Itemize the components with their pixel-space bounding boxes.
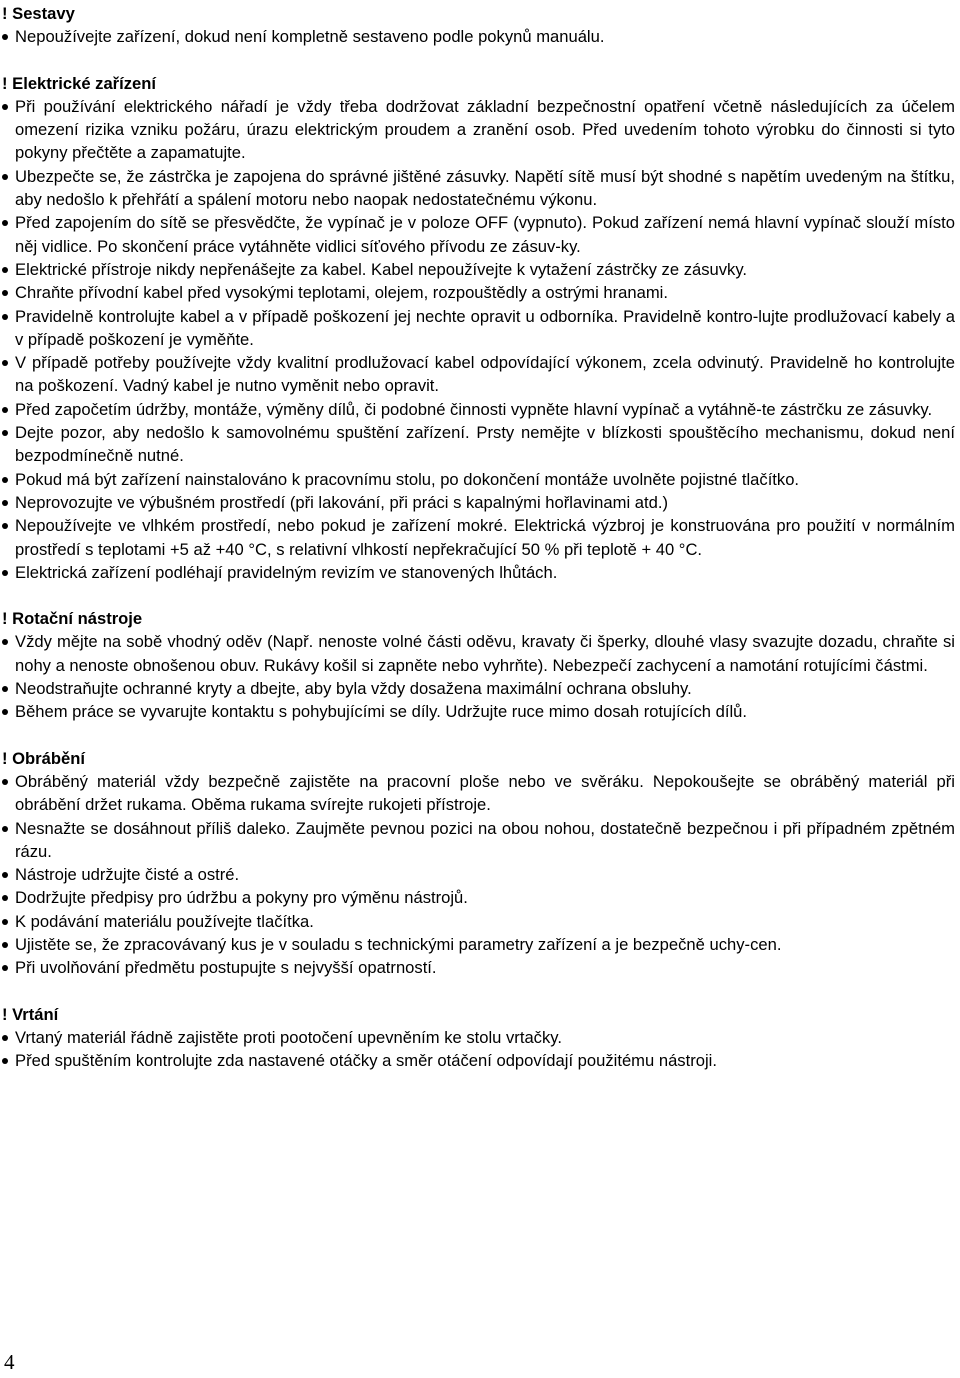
list-item [2,351,955,398]
bullet-icon [2,686,8,692]
bullet-list [2,95,955,584]
list-item [2,258,955,281]
list-item [2,25,955,48]
list-item-text: Nepoužívejte zařízení, dokud není kompletně sestaveno podle pokynů manuálu. [15,27,605,47]
list-item [2,677,955,700]
list-item [2,281,955,304]
list-item-text: K podávání materiálu používejte tlačítka. [15,911,314,931]
list-item-text: Neprovozujte ve výbušném prostředí (při lakování, při práci s kapalnými hořlavinami atd.) [15,492,668,512]
list-item-text: Pokud má být zařízení nainstalováno k pracovnímu stolu, po dokončení montáže uvolněte pojistné tlačítko. [15,469,800,489]
bullet-icon [2,826,8,832]
list-item-text: Elektrické přístroje nikdy nepřenášejte za kabel. Kabel nepoužívejte k vytažení zástrčky ze zásuvky. [15,259,748,279]
list-item [2,398,955,421]
list-item-text: Nesnažte se dosáhnout příliš daleko. Zaujměte pevnou pozici na obou nohou, dostatečně bezpečnou i při případném zpětném rázu. [15,818,955,861]
list-item [2,95,955,165]
bullet-icon [2,872,8,878]
list-item-text: Obráběný materiál vždy bezpečně zajistěte na pracovní ploše nebo ve svěráku. Nepokoušejte se obráběný materiál při obrábění držet rukama. Oběma rukama svírejte rukojeti přístroje. [15,771,955,815]
bullet-icon [2,919,8,925]
bullet-icon [2,570,8,576]
section [2,607,955,723]
list-item [2,863,955,886]
section [2,1003,955,1073]
bullet-icon [2,430,8,436]
section [2,72,955,585]
list-item [2,630,955,677]
bullet-list [2,1026,955,1073]
list-item [2,1049,955,1072]
list-item-text: Před spuštěním kontrolujte zda nastavené otáčky a směr otáčení odpovídají použitému nástroji. [15,1051,717,1071]
section-heading: ! Rotační nástroje [2,609,143,629]
section-heading: ! Vrtání [2,1004,59,1024]
bullet-icon [2,965,8,971]
bullet-icon [2,34,8,40]
bullet-icon [2,104,8,110]
list-item [2,1026,955,1049]
bullet-icon [2,477,8,483]
list-item [2,165,955,212]
bullet-icon [2,360,8,366]
list-item-text: Při používání elektrického nářadí je vždy třeba dodržovat základní bezpečnostní opatření včetně následujících za účelem omezení rizika vzniku požáru, úrazu elektrickým proudem a zranění osob. Před uvedením tohoto výrobku do činnosti si tyto pokyny přečtěte a zapamatujte. [15,96,955,163]
list-item [2,211,955,258]
list-item [2,956,955,979]
list-item-text: Při uvolňování předmětu postupujte s nejvyšší opatrností. [15,958,437,978]
bullet-icon [2,174,8,180]
bullet-icon [2,779,8,785]
bullet-icon [2,942,8,948]
bullet-icon [2,500,8,506]
bullet-icon [2,290,8,296]
list-item [2,561,955,584]
bullet-icon [2,1058,8,1064]
sections-container [2,2,955,1072]
bullet-icon [2,1035,8,1041]
list-item-text: Ubezpečte se, že zástrčka je zapojena do správné jištěné zásuvky. Napětí sítě musí být shodné s napětím uvedeným na štítku, aby nedošlo k přehřátí a spálení motoru nebo naopak nedostatečnému výkonu. [15,166,955,210]
list-item [2,910,955,933]
list-item [2,421,955,468]
list-item-text: Chraňte přívodní kabel před vysokými teplotami, olejem, rozpouštědly a ostrými hranami. [15,283,668,303]
list-item [2,514,955,561]
list-item-text: Neodstraňujte ochranné kryty a dbejte, aby byla vždy dosažena maximální ochrana obsluhy. [15,679,692,699]
section-heading: ! Obrábění [2,748,85,768]
list-item-text: Před započetím údržby, montáže, výměny dílů, či podobné činnosti vypněte hlavní vypínač a vytáhně-te zástrčku ze zásuvky. [15,399,933,419]
bullet-list [2,770,955,980]
bullet-icon [2,220,8,226]
list-item-text: Vždy mějte na sobě vhodný oděv (Např. nenoste volné části oděvu, kravaty či šperky, dlouhé vlasy svazujte dozadu, chraňte si nohy a nenoste obnošenou obuv. Rukávy košil si zapněte nebo vyhrňte). Nebezpečí zachycení a namotání rotujícími částmi. [15,632,955,675]
list-item-text: Během práce se vyvarujte kontaktu s pohybujícími se díly. Udržujte ruce mimo dosah rotujících dílů. [15,702,747,722]
section [2,2,955,49]
list-item [2,770,955,817]
bullet-list [2,630,955,723]
list-item-text: Před zapojením do sítě se přesvědčte, že vypínač je v poloze OFF (vypnuto). Pokud zařízení nemá hlavní vypínač slouží místo něj vidlice. Po skončení práce vytáhněte vidlici síťového přívodu ze zásuv-ky. [15,213,955,256]
list-item [2,886,955,909]
bullet-icon [2,407,8,413]
bullet-icon [2,267,8,273]
bullet-icon [2,895,8,901]
list-item-text: Pravidelně kontrolujte kabel a v případě poškození jej nechte opravit u odborníka. Pravidelně kontro-lujte prodlužovací kabely a v případě poškození je vyměňte. [15,306,955,349]
list-item-text: Elektrická zařízení podléhají pravidelným revizím ve stanovených lhůtách. [15,562,558,582]
list-item [2,933,955,956]
page-number: 4 [4,1350,15,1374]
section-heading: ! Elektrické zařízení [2,73,157,93]
list-item-text: Dejte pozor, aby nedošlo k samovolnému spuštění zařízení. Prsty nemějte v blízkosti spouštěcího mechanismu, dokud není bezpodmínečně nutné. [15,423,955,466]
list-item-text: V případě potřeby používejte vždy kvalitní prodlužovací kabel odpovídající výkonem, zcela odvinutý. Pravidelně ho kontrolujte na poškození. Vadný kabel je nutno vyměnit nebo opravit. [15,353,955,396]
list-item [2,817,955,864]
section-heading: ! Sestavy [2,4,75,23]
list-item-text: Vrtaný materiál řádně zajistěte proti pootočení upevněním ke stolu vrtačky. [15,1027,562,1047]
bullet-icon [2,709,8,715]
list-item-text: Nástroje udržujte čisté a ostré. [15,865,240,885]
list-item-text: Dodržujte předpisy pro údržbu a pokyny pro výměnu nástrojů. [15,888,468,908]
bullet-icon [2,314,8,320]
list-item-text: Ujistěte se, že zpracovávaný kus je v souladu s technickými parametry zařízení a je bezpečně uchy-cen. [15,934,782,954]
bullet-icon [2,523,8,529]
list-item [2,468,955,491]
section [2,747,955,980]
bullet-icon [2,639,8,645]
list-item [2,305,955,352]
list-item [2,700,955,723]
list-item [2,491,955,514]
list-item-text: Nepoužívejte ve vlhkém prostředí, nebo pokud je zařízení mokré. Elektrická výzbroj je konstruována pro použití v normálním prostředí s teplotami +5 až +40 °C, s relativní vlhkostí nepřekračující 50 % při teplotě + 40 °C. [15,516,955,559]
bullet-list [2,25,955,48]
